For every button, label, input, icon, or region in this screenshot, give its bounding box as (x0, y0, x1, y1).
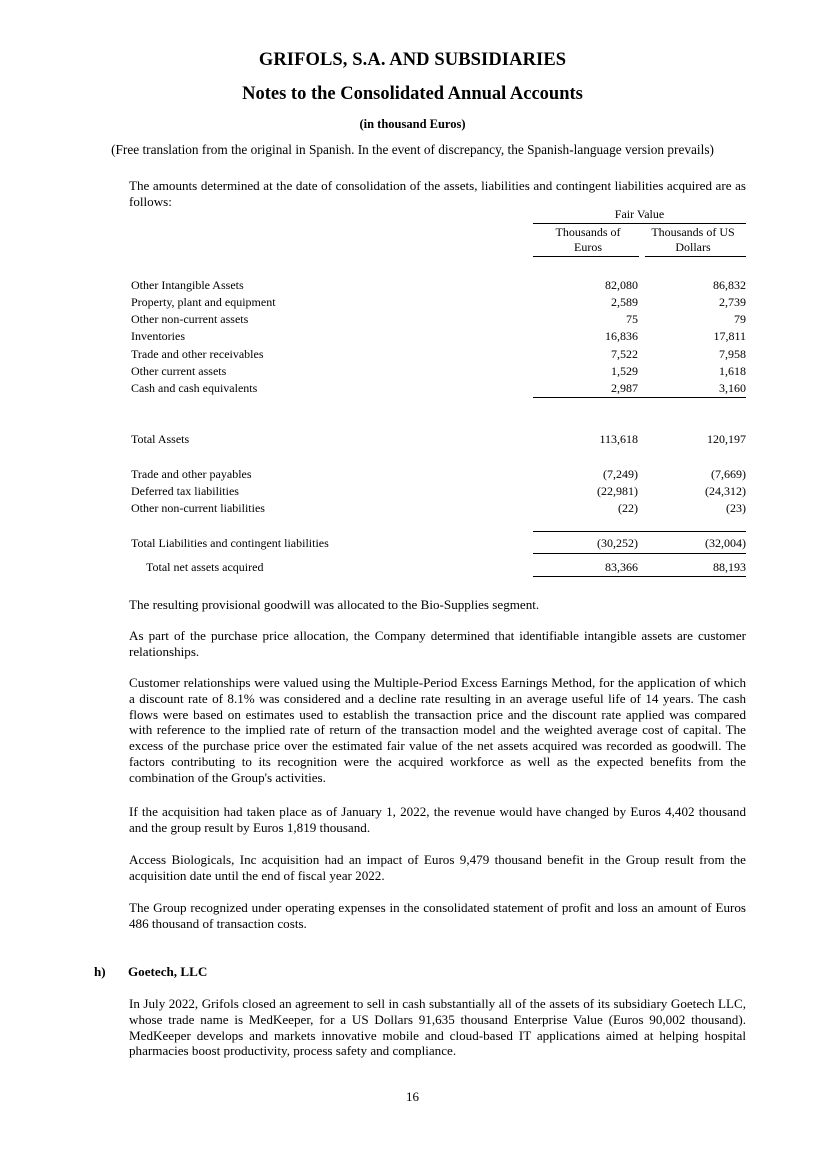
company-title: GRIFOLS, S.A. AND SUBSIDIARIES (258, 50, 567, 70)
goodwill-paragraph: The resulting provisional goodwill was allocated to the Bio-Supplies segment. (129, 597, 540, 612)
total-liabilities-row: Total Liabilities and contingent liabilities (30,252) (32,004) (131, 536, 746, 550)
units-note: (in thousand Euros) (359, 117, 466, 131)
table-row: Deferred tax liabilities (22,981) (24,312) (131, 484, 746, 498)
table-row: Other non-current assets 75 79 (131, 312, 746, 326)
table-row: Trade and other payables (7,249) (7,669) (131, 467, 746, 481)
section-h-heading: h) Goetech, LLC (94, 964, 208, 979)
translation-note: (Free translation from the original in Spanish. In the event of discrepancy, the Spanish-language version prevails) (111, 142, 714, 157)
col-eur-header: Thousands of Euros (555, 225, 621, 254)
intangibles-paragraph: As part of the purchase price allocation, the Company determined that identifiable intangible assets are customer relationships. (129, 628, 746, 659)
col-usd-header: Thousands of US Dollars (651, 225, 735, 254)
acquisition-impact-paragraph: If the acquisition had taken place as of January 1, 2022, the revenue would have changed by Euros 4,402 thousand and the group result by Euros 1,819 thousand. (129, 804, 746, 835)
liabilities-bottom-rule (533, 553, 746, 554)
liabilities-top-rule (533, 531, 746, 532)
transaction-costs-paragraph: The Group recognized under operating expenses in the consolidated statement of profit and loss an amount of Euros 486 thousand of transaction costs. (129, 900, 746, 931)
assets-subtotal-rule (533, 397, 746, 398)
col-usd-underline (645, 256, 746, 257)
total-assets-row: Total Assets 113,618 120,197 (131, 432, 746, 446)
table-row: Property, plant and equipment 2,589 2,739 (131, 295, 746, 309)
document-subtitle: Notes to the Consolidated Annual Accounts (242, 84, 583, 104)
goetech-paragraph: In July 2022, Grifols closed an agreement to sell in cash substantially all of the assets of its subsidiary Goetech LLC, whose trade name is MedKeeper, for a US Dollars 91,635 thousand Enterprise Value (Euros 90,002 thousand). MedKeeper develops and markets innovative mobile and cloud-based IT applications aimed at helping hospital pharmacies boost productivity, process safety and compliance. (129, 996, 746, 1059)
table-row: Other Intangible Assets 82,080 86,832 (131, 278, 746, 292)
table-row: Other current assets 1,529 1,618 (131, 364, 746, 378)
net-assets-row: Total net assets acquired 83,366 88,193 (146, 560, 746, 574)
customer-relationships-paragraph: Customer relationships were valued using the Multiple-Period Excess Earnings Method, for the application of which a discount rate of 8.1% was considered and a decline rate resulting in an average useful life of 14 years. The cash flows were based on estimates used to establish the transaction price and the discount rate applied was compared with reference to the implied rate of return of the transaction model and the weighted average cost of capital. The excess of the purchase price over the estimated fair value of the net assets acquired was recorded as goodwill. The factors contributing to its recognition were the acquired workforce as well as the expected benefits from the combination of the Group's activities. (129, 675, 746, 785)
table-row: Cash and cash equivalents 2,987 3,160 (131, 381, 746, 395)
intro-paragraph: The amounts determined at the date of consolidation of the assets, liabilities and contingent liabilities acquired are as follows: (129, 178, 746, 209)
table-row: Inventories 16,836 17,811 (131, 329, 746, 343)
page-number: 16 (406, 1089, 419, 1104)
col-eur-underline (533, 256, 639, 257)
table-row: Trade and other receivables 7,522 7,958 (131, 347, 746, 361)
fair-value-header: Fair Value (614, 207, 665, 221)
table-row: Other non-current liabilities (22) (23) (131, 501, 746, 515)
net-assets-rule (533, 576, 746, 577)
access-biologicals-paragraph: Access Biologicals, Inc acquisition had an impact of Euros 9,479 thousand benefit in the Group result from the acquisition date until the end of fiscal year 2022. (129, 852, 746, 883)
header-divider (533, 223, 746, 224)
